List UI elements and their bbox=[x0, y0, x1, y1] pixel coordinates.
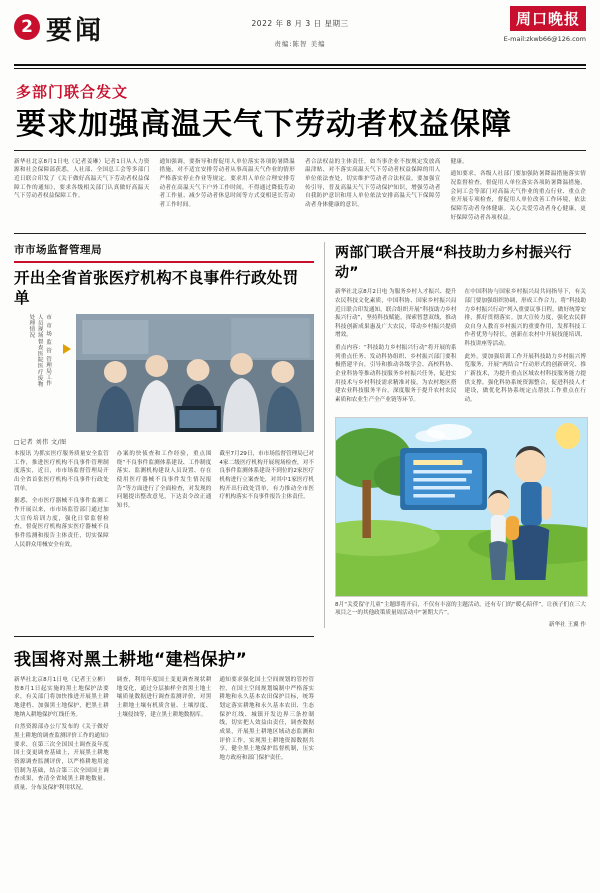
story-columns bbox=[14, 450, 314, 553]
page-number-badge: 2 bbox=[14, 14, 40, 40]
story-paragraph: 通知要求强化国土空间规划的管控管控，在国土空间规划编制中严格落实耕地和永久基本农田保护目标，统筹划定落实耕地和永久基本农田、生态保护红线、城镇开发边界三条控制线，切实把人效益由责任，调查数据成果，开展黑土耕地区域动态监测和评价工作，实现黑土耕地资源数据共享，健全黑土地保护监督机制，压实地方政府和部门保护责任。 bbox=[219, 677, 315, 761]
lead-column bbox=[14, 158, 150, 227]
illustration-caption: 8月“关爱留守儿童”主题即将开启，不仅有丰富的主题活动，还有专门的“暖心陪伴”，让孩子们在三大项目之一的其他政策质量周活动中“暑期大片”。 bbox=[335, 601, 586, 617]
story-black-soil bbox=[14, 636, 314, 797]
story-headline: 我国将对黑土耕地“建档保护” bbox=[14, 650, 248, 671]
story-paragraph: 新华社北京8月1日电（记者王立彬）按8月1日起实施的黑土地保护法要求，有关部门将加快推进开展黑土耕地建档、加强黑土地保护，把黑土耕地纳入耕地保护红线任务。 bbox=[14, 677, 109, 718]
middle-zone bbox=[14, 234, 586, 628]
story-paragraph: 调查，利用年度国土变更调查现状耕地变化，通过分层抽样全省黑土地土壤质量数据进行调查监测评价，对黑土耕地土壤有机质含量、土壤厚度、土壤侵蚀等，建立黑土耕地数据库。 bbox=[116, 677, 212, 718]
story-science-rural bbox=[324, 242, 586, 628]
story-paragraph: 在中国科协与国家乡村振兴局共同指导下，有关部门要加强组织协调，形成工作合力，将“科技助力乡村振兴行动”列入重要议事日程，做好统筹安排，抓好贯彻落实。加大宣传力度，强化农民群众自身人教育乡村振兴的重要作用，发挥科技工作者优势与特长，创新在农村中开展技能培训、科技讲座等活动。 bbox=[464, 289, 586, 348]
paper-logo: 周口晚报 bbox=[510, 6, 586, 31]
caption-arrow-icon bbox=[63, 344, 71, 354]
story-paragraph: 据悉，全市医疗器械不良事件监测工作开展以来，市市场监管部门通过加大宣传培训力度，强化日常监督检查，督促医疗机构落实医疗器械不良事件监测和报告主体责任，切实保障人民群众用械安全有效。 bbox=[14, 498, 109, 548]
lead-paragraph: 者合法权益的主体责任，如当事企业不按规定发放高温津贴、对不落实高温天气下劳动者权益保障的用人单位依法查处，切实维护劳动者合法权益。要加强宣传引导，普及高温天气下劳动保护知识，增强劳动者自我防护意识和用人单位依法安排高温天气下保障劳动者身体健康的意识。 bbox=[305, 158, 441, 208]
masthead bbox=[14, 0, 586, 62]
lead-column bbox=[305, 158, 441, 227]
story-headline: 两部门联合开展“科技助力乡村振兴行动” bbox=[335, 245, 572, 282]
masthead-center bbox=[252, 18, 349, 48]
lead-paragraph: 健康。 bbox=[450, 158, 468, 165]
story-paragraph: 自然资源部办公厅发布的《关于做好黑土耕地的调查监测评价工作的通知》要求，在第三次全国国土调查及年度国土变更调查基础上，开展黑土耕地资源调查监测评价，以严格耕地用途管制为基础，结合第三次全国国土调查成果，查清全省域黑土耕地数量、质量、分布及保护利用状况。 bbox=[14, 724, 109, 791]
photo-caption: 市 市 场 监 管 管理局工作人员现场督查医院医疗废物处理情况 bbox=[28, 313, 52, 388]
kicker-underline bbox=[14, 261, 314, 263]
story-column bbox=[219, 676, 314, 797]
lead-paragraph: 通知要求，各级人社部门要加强防暑降温措施落实情况监督检查，督促用人单位落实各项防暑降温措施，会同工会等部门对高温天气作业的重点行业、重点企业开展专项检查，督促用人单位改善工作环境，依法保障劳动者身体健康。关心关爱劳动者身心健康，更好保障劳动者各项权益。 bbox=[450, 171, 586, 221]
story-column bbox=[14, 676, 109, 797]
story-kicker: 市市场监督管理局 bbox=[14, 244, 102, 257]
lead-column bbox=[451, 158, 587, 227]
story-columns bbox=[335, 288, 586, 409]
story-column bbox=[14, 450, 109, 553]
story-paragraph: 新华社北京8月2日电 为服务乡村人才振兴、提升农民科技文化素质，中国科协、国家乡村振兴局近日联合印发通知，联合组织开展“科技助力乡村振兴行动”，坚持科技赋能，探索智慧双线，推动科技创新成果惠及广大农民，带动乡村振兴提质增效。 bbox=[335, 289, 457, 339]
editor-credit: 责编:陈智 美编 bbox=[274, 40, 326, 48]
illustration bbox=[335, 417, 588, 597]
lead-column bbox=[160, 158, 296, 227]
story-paragraph: 截至7月29日，市市场监督管理局已对4家二级医疗机构开展现场检查，对不良事件监测体系建设不到位的2家医疗机构进行立案查处，对其中1家医疗机构开出行政处罚单，有力推动全市医疗机构落实不良事件报告主体责任。 bbox=[219, 450, 315, 501]
story-headline: 开出全省首张医疗机构不良事件行政处罚单 bbox=[14, 269, 299, 307]
story-column bbox=[335, 288, 457, 409]
illustration-credit: 新华社 王翼 作 bbox=[548, 622, 586, 629]
news-photo bbox=[76, 314, 314, 432]
story-column bbox=[219, 450, 314, 553]
illustration-svg bbox=[336, 418, 587, 596]
lead-body bbox=[14, 150, 586, 235]
story-paragraph: 重点内容：“科技助力乡村振兴行动”将开展的系列重点任务、发动科协组织、乡村振兴部门要积极搭建平台，引导和推动各级学会、高校科协、企业科协等推动科技服务乡村振兴任务，促进实用技术与乡村科技需求精准对接，为农村地区搭建农业科技服务平台，深度服务于提升农村农民素质和农业生产全产业链等环节。 bbox=[335, 345, 457, 404]
lead-story bbox=[14, 69, 586, 234]
lead-paragraph: 新华社北京8月1日电（记者姜琳）记者1日从人力资源和社会保障部获悉，人社部、全国总工会等多部门近日联合印发了《关于做好高温天气下劳动者权益保障工作的通知》，要求各级相关部门认真做好高温天气下劳动者权益保障工作。 bbox=[14, 158, 150, 200]
masthead-right bbox=[504, 6, 586, 43]
lead-kicker: 多部门联合发文 bbox=[16, 83, 129, 101]
lead-headline: 要求加强高温天气下劳动者权益保障 bbox=[16, 107, 512, 142]
story-paragraph: 此外，要加强培训工作开展科技助力乡村振兴博览服务，开展“两结合”行动形式的创新研究、推广新技术，为提升重点区域农村科技服务能力提供支撑。强化科协系统资源整合，促进科技人才建设，做优化科协系统定点帮扶工作重点在行动。 bbox=[464, 353, 586, 404]
story-columns bbox=[14, 676, 314, 797]
story-paragraph: 办案的快侦查和工作经验，重点围绕“不良事件监测体系建设、工作制度落实、监测机构建设人员设置、存在使用医疗器械不良事件发生情况报告”等方面进行了全面检查，对发现的问题提出整改意见，下达责令改正通知书。 bbox=[116, 450, 212, 509]
photo-illustration-svg bbox=[76, 314, 314, 432]
masthead-rule bbox=[14, 64, 586, 66]
paper-email: E-mail:zkwb66@126.com bbox=[503, 35, 586, 43]
story-paragraph: 本报讯 为抓实医疗服务质量安全监管工作，推进医疗机构不良事件管理制度落实，近日，市市场监督管理局开出全省首张医疗机构不良事件行政处罚单。 bbox=[14, 450, 109, 492]
story-market-regulator bbox=[14, 242, 314, 628]
publication-date: 2022 年 8 月 3 日 星期三 bbox=[251, 19, 349, 28]
story-column bbox=[117, 676, 212, 797]
section-title: 要闻 bbox=[46, 16, 105, 46]
story-column bbox=[465, 288, 587, 409]
lead-paragraph: 通知强调，要指导和督促用人单位落实各项防暑降温措施，对不适宜安排劳动者从事高温天气作业的情形严格落实停止作业等规定。要求用人单位合理安排劳动者在高温天气下户外工作时间，不得通过降低劳动者工作量、减少劳动者休息时间等方式变相延长劳动者工作时间。 bbox=[159, 158, 295, 208]
photo-block bbox=[14, 314, 314, 432]
story-column bbox=[117, 450, 212, 553]
byline: □记者 刘伟 文/图 bbox=[14, 438, 67, 446]
